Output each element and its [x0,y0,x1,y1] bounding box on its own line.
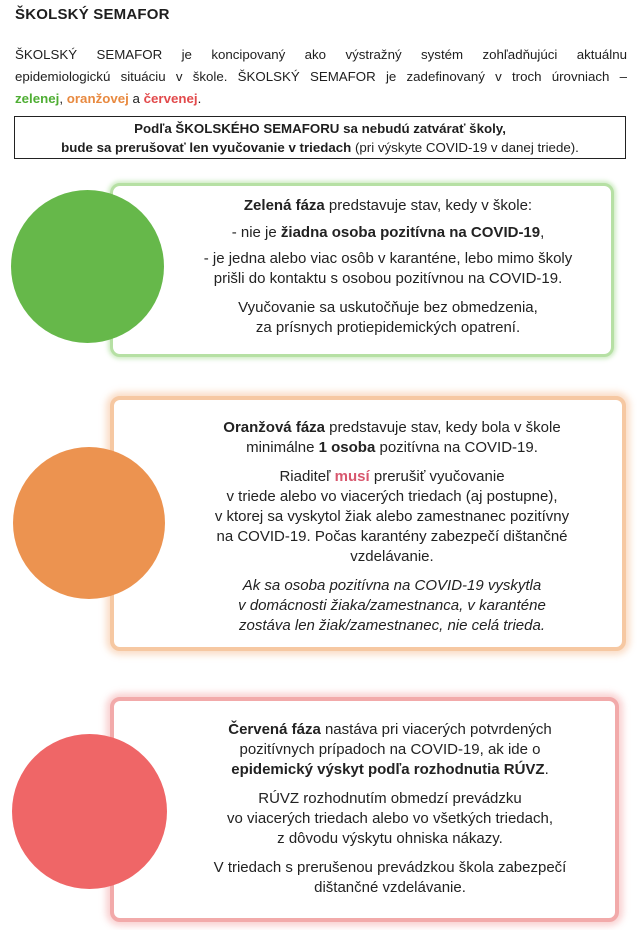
orange-light-circle [13,447,165,599]
green-phase-item-2-line-2: prišli do kontaktu s osobou pozitívnou na COVID-19. [213,270,563,287]
intro-green-word: zelenej [15,91,60,106]
orange-phase-heading [168,418,616,438]
green-phase-text [168,196,608,338]
red-phase-title: Červená fáza [228,721,321,738]
green-phase-heading [168,196,608,216]
notice-line-1-text: Podľa ŠKOLSKÉHO SEMAFORU sa nebudú zatvárať školy, [134,121,506,136]
green-item-1-pre: - nie je [231,224,281,241]
green-phase-item-1 [168,223,608,243]
orange-phase-p3-line-2: v domácnosti žiaka/zamestnanca, v karanténe [238,597,546,614]
green-light-circle [11,190,164,343]
orange-phase-title-rest: predstavuje stav, kedy bola v škole [325,419,561,436]
green-phase-title-rest: predstavuje stav, kedy v škole: [324,197,533,214]
red-phase-title-rest: nastáva pri viacerých potvrdených [320,721,552,738]
intro-end: . [197,91,202,106]
red-phase-p2-line-2: vo viacerých triedach alebo vo všetkých triedach, [227,810,553,827]
orange-p2-accent: musí [334,468,370,485]
intro-red-word: červenej [143,91,198,106]
red-phase-p3-line-1: V triedach s prerušenou prevádzkou škola zabezpečí [213,859,567,876]
orange-phase-p2-line-5: vzdelávanie. [350,548,434,565]
orange-p2-pre: Riaditeľ [279,468,335,485]
orange-phase-p2-line-3: v ktorej sa vyskytol žiak alebo zamestnanec pozitívny [214,508,570,525]
red-phase-line-3 [168,760,612,780]
orange-p2-post: prerušiť vyučovanie [369,468,505,485]
red-line-3-bold: epidemický výskyt podľa rozhodnutia RÚVZ [231,761,545,778]
green-phase-item-2-line-1: - je jedna alebo viac osôb v karanténe, lebo mimo školy [203,250,573,267]
red-phase-line-2: pozitívnych prípadoch na COVID-19, ak ide o [239,741,541,758]
red-phase-heading [168,720,612,740]
red-phase-p3-line-2: dištančné vzdelávanie. [314,879,466,896]
green-phase-para-line-1: Vyučovanie sa uskutočňuje bez obmedzenia, [238,299,538,316]
notice-box [14,116,626,159]
notice-line-2-rest: (pri výskyte COVID-19 v danej triede). [351,140,579,155]
orange-line-2-pre: minimálne [246,439,319,456]
intro-line-1: ŠKOLSKÝ SEMAFOR je koncipovaný ako výstražný systém zohľadňujúci aktuálnu [15,47,627,62]
orange-phase-text [168,418,616,636]
intro-line-2: epidemiologickú situáciu v škole. ŠKOLSKÝ SEMAFOR je zadefinovaný v troch úrovniach – [15,69,627,84]
green-item-1-post: , [540,224,545,241]
orange-phase-p3-line-1: Ak sa osoba pozitívna na COVID-19 vyskytla [242,577,542,594]
notice-line-1 [15,119,625,138]
orange-phase-line-2 [168,438,616,458]
green-phase-para-line-2: za prísnych protiepidemických opatrení. [255,319,521,336]
red-line-3-post: . [544,761,549,778]
red-light-circle [12,734,167,889]
intro-line-3 [15,88,627,110]
red-phase-text [168,720,612,898]
notice-line-2 [15,138,625,157]
intro-paragraph [15,44,627,110]
orange-phase-p3-line-3: zostáva len žiak/zamestnanec, nie celá trieda. [239,617,545,634]
green-phase-title: Zelená fáza [243,197,325,214]
orange-line-2-post: pozitívna na COVID-19. [375,439,538,456]
red-phase-p2-line-1: RÚVZ rozhodnutím obmedzí prevádzku [258,790,522,807]
intro-separator-2: a [128,91,144,106]
notice-line-2-bold: bude sa prerušovať len vyučovanie v triedach [61,140,352,155]
orange-phase-p2-line-4: na COVID-19. Počas karantény zabezpečí dištančné [216,528,568,545]
orange-phase-p2-line-2: v triede alebo vo viacerých triedach (aj postupne), [226,488,558,505]
orange-phase-p2-line-1 [168,467,616,487]
intro-orange-word: oranžovej [66,91,129,106]
red-phase-p2-line-3: z dôvodu výskytu ohniska nákazy. [277,830,503,847]
orange-phase-title: Oranžová fáza [223,419,326,436]
page-title: ŠKOLSKÝ SEMAFOR [15,6,170,23]
intro-separator-1: , [59,91,67,106]
green-item-1-bold: žiadna osoba pozitívna na COVID-19 [280,224,541,241]
orange-line-2-bold: 1 osoba [318,439,376,456]
